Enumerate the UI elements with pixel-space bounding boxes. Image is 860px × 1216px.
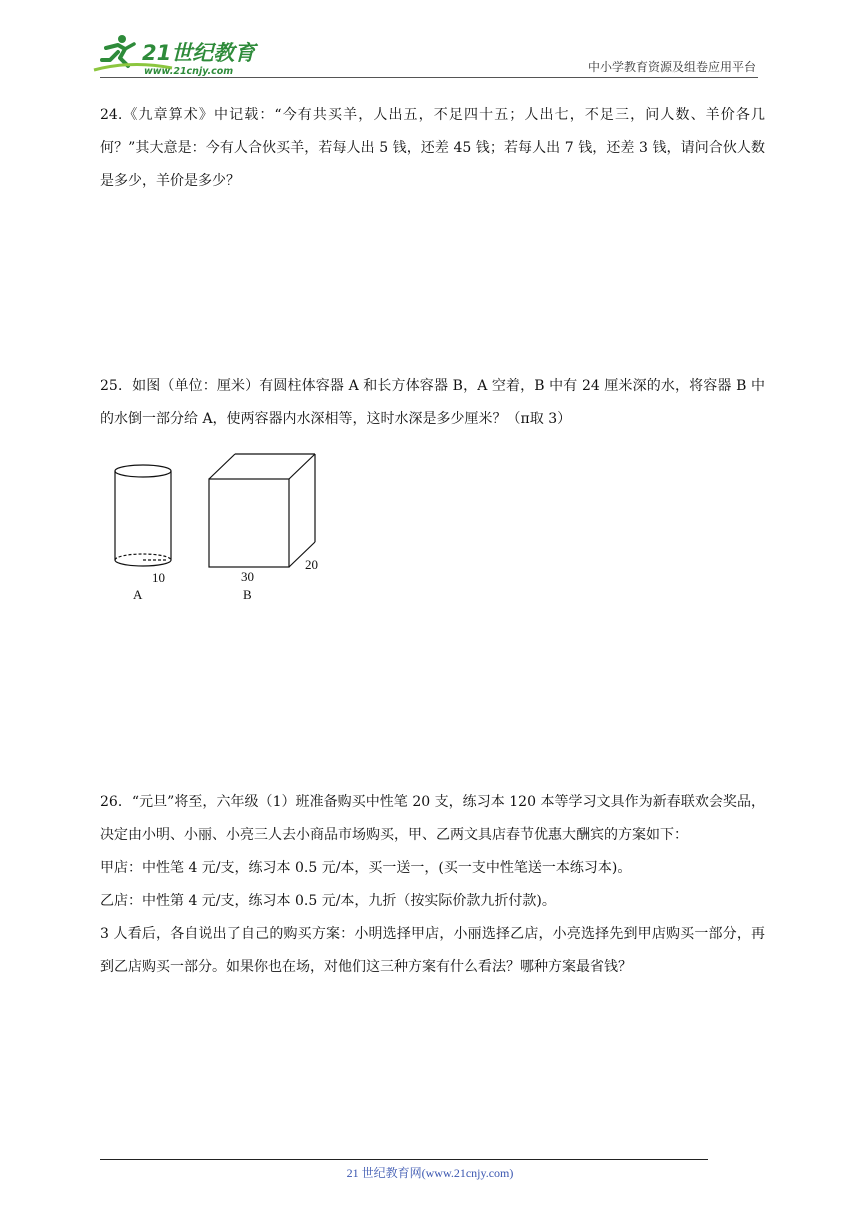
question-26-shop-b: 乙店：中性第 4 元/支，练习本 0.5 元/本，九折（按实际价款九折付款)。: [100, 893, 556, 909]
question-24-text: 24.《九章算术》中记载：“今有共买羊，人出五，不足四十五；人出七，不足三，问人数、羊价各几何？”其大意是：今有人合伙买羊，若每人出 5 钱，还差 45 钱；若每人出 7 钱，还差 3 钱，请问合伙人数是多少，羊价是多少？: [100, 107, 765, 189]
box-width-dimension: 30: [241, 569, 254, 584]
platform-name: 中小学教育资源及组卷应用平台: [587, 60, 756, 74]
logo-url: www.21cnjy.com: [144, 66, 234, 77]
box-depth-dimension: 20: [305, 557, 318, 572]
question-24: [100, 99, 765, 198]
cylinder-a: [115, 465, 171, 566]
box-b: [209, 454, 315, 567]
cylinder-dimension: 10: [152, 570, 165, 585]
cylinder-label: A: [133, 587, 143, 602]
question-26-intro: 26．“元旦”将至，六年级（1）班准备购买中性笔 20 支，练习本 120 本等学习文具作为新春联欢会奖品，决定由小明、小丽、小亮三人去小商品市场购买，甲、乙两文具店春节优惠大酬宾的方案如下：: [100, 794, 765, 843]
footer-divider: [100, 1159, 708, 1160]
page-header: [0, 0, 860, 80]
question-25: [100, 370, 765, 436]
logo-text: 21世纪教育: [142, 41, 256, 65]
logo-graphic: [92, 30, 262, 78]
question-26: [100, 786, 765, 984]
question-26-question: 3 人看后，各自说出了自己的购买方案：小明选择甲店，小丽选择乙店，小亮选择先到甲店购买一部分，再到乙店购买一部分。如果你也在场，对他们这三种方案有什么看法？哪种方案最省钱？: [100, 926, 765, 975]
box-label: B: [243, 587, 252, 602]
header-divider: [100, 77, 758, 78]
footer-link[interactable]: 21 世纪教育网(www.21cnjy.com): [346, 1166, 514, 1180]
question-25-text: 25．如图（单位：厘米）有圆柱体容器 A 和长方体容器 B，A 空着，B 中有 24 厘米深的水，将容器 B 中的水倒一部分给 A，使两容器内水深相等，这时水深是多少厘米？（π取 3）: [100, 378, 765, 427]
site-logo: [92, 30, 262, 78]
container-figure: [100, 448, 340, 608]
question-26-shop-a: 甲店：中性笔 4 元/支，练习本 0.5 元/本，买一送一，(买一支中性笔送一本练习本)。: [100, 860, 632, 876]
